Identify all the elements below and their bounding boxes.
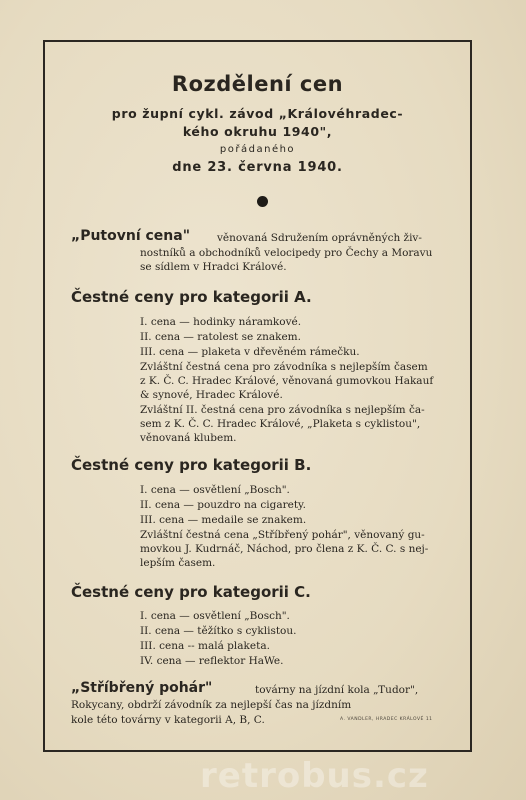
kategorie-a-line-7: Zvláštní II. čestná cena pro závodníka s nejlepším ča- (140, 404, 425, 416)
kategorie-a-line-4: Zvláštní čestná cena pro závodníka s nejlepším časem (140, 361, 428, 373)
putovni-line-3: se sídlem v Hradci Králové. (140, 261, 287, 273)
kategorie-a-line-6: & synové, Hradec Králové. (140, 389, 283, 401)
pohar-heading: „Stříbřený pohár" (71, 680, 213, 696)
kategorie-a-line-9: věnovaná klubem. (140, 432, 237, 444)
kategorie-b-line-1: I. cena — osvětlení „Bosch". (140, 484, 290, 496)
document-title: Rozdělení cen (171, 72, 344, 96)
kategorie-a-line-3: III. cena — plaketa v dřevěném rámečku. (140, 346, 360, 358)
kategorie-b-line-6: lepším časem. (140, 557, 216, 569)
subtitle-line-2: kého okruhu 1940", (182, 124, 333, 139)
watermark: retrobus.cz (200, 756, 429, 796)
putovni-line-2: nostníků a obchodníků velocipedy pro Čechy a Moravu (140, 247, 433, 259)
kategorie-b-line-5: movkou J. Kudrnáč, Náchod, pro člena z K. Č. C. s nej- (140, 543, 429, 555)
event-date: dne 23. června 1940. (172, 160, 343, 175)
document-frame (43, 40, 472, 752)
kategorie-b-heading: Čestné ceny pro kategorii B. (71, 456, 312, 474)
subtitle-line-1: pro župní cykl. závod „Královéhradec- (111, 106, 404, 121)
kategorie-c-line-4: IV. cena — reflektor HaWe. (140, 655, 284, 667)
pohar-line-3: kole této továrny v kategorii A, B, C. (71, 714, 265, 726)
kategorie-c-line-2: II. cena — těžítko s cyklistou. (140, 625, 297, 637)
pohar-line-1: továrny na jízdní kola „Tudor", (255, 684, 419, 696)
kategorie-c-line-3: III. cena -- malá plaketa. (140, 640, 270, 652)
putovni-line-1: věnovaná Sdružením oprávněných živ- (217, 232, 422, 244)
kategorie-a-heading: Čestné ceny pro kategorii A. (71, 288, 312, 306)
bullet-dot (257, 196, 268, 207)
kategorie-a-line-2: II. cena — ratolest se znakem. (140, 331, 301, 343)
kategorie-a-line-8: sem z K. Č. C. Hradec Králové, „Plaketa s cyklistou", (140, 418, 421, 430)
kategorie-b-line-4: Zvláštní čestná cena „Stříbřený pohár", věnovaný gu- (140, 529, 425, 541)
kategorie-b-line-3: III. cena — medaile se znakem. (140, 514, 307, 526)
kategorie-c-heading: Čestné ceny pro kategorii C. (71, 583, 311, 601)
putovni-heading: „Putovní cena" (71, 228, 191, 244)
kategorie-a-line-5: z K. Č. C. Hradec Králové, věnovaná gumovkou Hakauf (140, 375, 434, 387)
pohar-line-2: Rokycany, obdrží závodník za nejlepší čas na jízdním (71, 699, 352, 711)
kategorie-a-line-1: I. cena — hodinky náramkové. (140, 316, 302, 328)
subtitle-line-3: pořádaného (219, 144, 296, 155)
kategorie-c-line-1: I. cena — osvětlení „Bosch". (140, 610, 290, 622)
kategorie-b-line-2: II. cena — pouzdro na cigarety. (140, 499, 306, 511)
printer-mark: A. VANDLER, HRADEC KRÁLOVÉ 11 (340, 717, 433, 722)
